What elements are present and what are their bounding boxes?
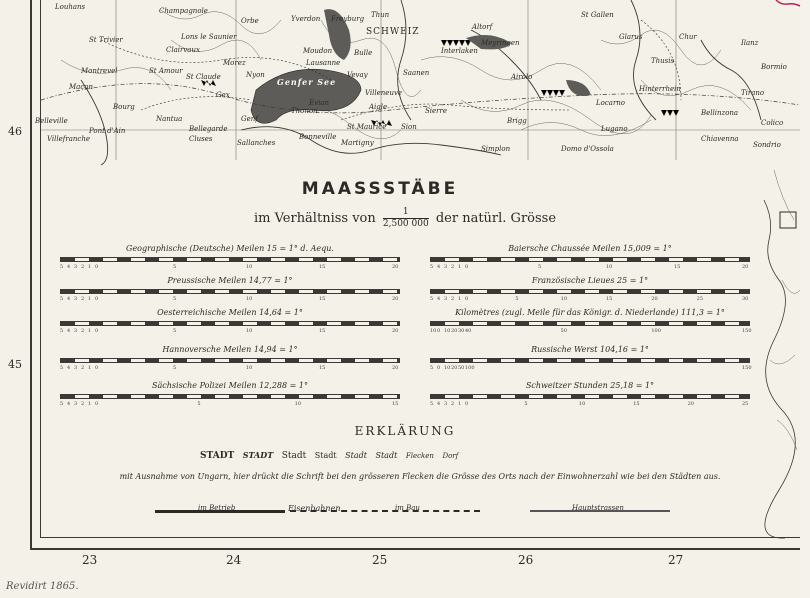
- place-label: Bellegarde: [189, 125, 228, 133]
- place-label: Bormio: [761, 63, 787, 71]
- main-road-sample: [530, 510, 670, 512]
- scale-tick-label: 5: [524, 401, 528, 407]
- place-label: Sallanches: [237, 139, 276, 147]
- scale-bar: [60, 381, 400, 411]
- scale-tick-label: 4: [437, 401, 441, 407]
- scale-tick-label: 10: [560, 296, 568, 302]
- scale-tick-label: 50: [560, 328, 568, 334]
- scale-tick-label: 0: [465, 401, 469, 407]
- scale-bar-label: Oesterreichische Meilen 14,64 = 1°: [157, 308, 303, 317]
- scale-tick-label: 30: [742, 296, 749, 302]
- scale-bar-label: Schweitzer Stunden 25,18 = 1°: [525, 381, 655, 390]
- legend-heading: ERKLÄRUNG: [354, 424, 456, 438]
- scale-tick-label: 3: [74, 328, 78, 334]
- scale-bar-graphic: [60, 321, 400, 326]
- scale-tick-label: 10: [606, 264, 613, 270]
- longitude-label: 26: [518, 553, 534, 567]
- place-label: Bulle: [354, 49, 373, 57]
- scale-tick-label: 1: [88, 401, 92, 407]
- scale-tick-label: 3: [444, 264, 448, 270]
- rail-in-operation-label: im Betrieb: [198, 504, 236, 512]
- place-label: Simplon: [481, 145, 511, 153]
- scale-bar-graphic: [430, 257, 750, 262]
- place-label: Gex: [216, 91, 230, 99]
- scale-tick-label: 2: [81, 296, 85, 302]
- legend-item: Stadt: [345, 451, 367, 460]
- place-label: Vevay: [347, 71, 368, 79]
- place-label: Sierre: [425, 107, 448, 115]
- scale-tick-label: 20: [392, 296, 399, 302]
- place-label: Montrevel: [81, 67, 118, 75]
- place-label: Locarno: [596, 99, 626, 107]
- fraction-numerator: 1: [383, 208, 429, 219]
- place-label: Clairvaux: [166, 46, 200, 54]
- scale-tick-label: 150: [742, 328, 752, 334]
- scale-tick-label: 10: [430, 328, 437, 334]
- legend-item: Dorf: [442, 452, 459, 460]
- scale-tick-label: 0: [437, 365, 441, 371]
- place-label: Morez: [223, 59, 246, 67]
- place-label: Macon: [69, 83, 93, 91]
- scale-tick-label: 0: [95, 401, 99, 407]
- scale-tick-label: 15: [319, 296, 326, 302]
- scale-tick-label: 5: [430, 365, 434, 371]
- scale-tick-label: 20: [392, 264, 399, 270]
- subtitle-pre: im Verhältniss von: [253, 211, 376, 226]
- scales-title: MAASSSTÄBE: [301, 179, 459, 199]
- scale-tick-label: 10: [246, 328, 253, 334]
- scale-tick-label: 15: [319, 328, 326, 334]
- place-label: Meyringen: [481, 39, 520, 47]
- place-label: Villeneuve: [365, 89, 403, 97]
- place-label: Pont d'Ain: [89, 127, 126, 135]
- scale-bar-label: Preussische Meilen 14,77 = 1°: [167, 276, 293, 285]
- scale-tick-label: 2: [451, 401, 455, 407]
- scale-tick-label: 5: [173, 264, 177, 270]
- place-label: Orbe: [241, 17, 259, 25]
- scale-tick-label: 10: [246, 264, 253, 270]
- scale-tick-label: 1: [458, 401, 462, 407]
- legend-item: STADT: [242, 450, 274, 460]
- place-label: Thonon: [291, 107, 318, 115]
- scale-tick-label: 15: [392, 401, 399, 407]
- place-label: Saanen: [403, 69, 430, 77]
- topographic-map: [35, 0, 800, 160]
- legend-row: [200, 450, 630, 461]
- scale-tick-label: 20: [451, 365, 458, 371]
- scale-tick-label: 0: [465, 264, 469, 270]
- scale-tick-label: 20: [687, 401, 694, 407]
- place-label: Tirano: [741, 89, 765, 97]
- scale-tick-label: 0: [95, 365, 99, 371]
- scale-tick-label: 2: [81, 365, 85, 371]
- scale-tick-label: 20: [392, 328, 399, 334]
- scale-tick-label: 4: [67, 328, 71, 334]
- scale-tick-label: 20: [651, 296, 658, 302]
- place-label: Villefranche: [47, 135, 90, 143]
- place-label: Lugano: [601, 125, 628, 133]
- scale-tick-label: 20: [451, 328, 458, 334]
- scale-tick-label: 2: [81, 264, 85, 270]
- fraction-denominator: 2,500 000: [382, 219, 429, 229]
- scale-tick-label: 5: [538, 264, 542, 270]
- place-label: St Amour: [149, 67, 183, 75]
- scale-tick-label: 5: [430, 264, 434, 270]
- longitude-label: 24: [226, 553, 242, 567]
- place-label: Thun: [371, 11, 390, 19]
- rail-building-label: im Bau: [395, 504, 420, 512]
- place-label: St Trivier: [89, 36, 123, 44]
- place-label: Evian: [309, 99, 329, 107]
- scale-tick-label: 40: [465, 328, 472, 334]
- scale-fraction: [383, 208, 429, 229]
- lake-label: Genfer See: [277, 77, 337, 87]
- place-label: St Gallen: [581, 11, 614, 19]
- latitude-label: 46: [8, 125, 22, 138]
- scale-bar-graphic: [60, 358, 400, 363]
- main-roads-label: Hauptstrassen: [572, 504, 624, 512]
- scale-bar-graphic: [430, 321, 750, 326]
- place-label: Cluses: [189, 135, 213, 143]
- scale-tick-label: 5: [173, 328, 177, 334]
- scale-bar-label: Geographische (Deutsche) Meilen 15 = 1° d. Aequ.: [126, 244, 334, 253]
- scale-tick-label: 2: [451, 264, 455, 270]
- scale-bar-graphic: [430, 289, 750, 294]
- scale-tick-label: 10: [578, 401, 586, 407]
- scale-tick-label: 20: [742, 264, 749, 270]
- scale-tick-label: 3: [444, 296, 448, 302]
- longitude-label: 23: [82, 553, 98, 567]
- railways-label: Eisenbahnen: [288, 504, 341, 513]
- scale-tick-label: 0: [437, 328, 441, 334]
- map-relief: [41, 0, 800, 160]
- scale-bar: [430, 244, 750, 274]
- scale-tick-label: 150: [742, 365, 752, 371]
- place-label: Brigg: [507, 117, 527, 125]
- scale-bar: [60, 308, 400, 338]
- scale-tick-label: 5: [430, 296, 434, 302]
- scale-bar-label: Sächsische Polizei Meilen 12,288 = 1°: [152, 381, 308, 390]
- scale-bar-label: Kilomètres (zugl. Meile für das Königr. d. Niederlande) 111,3 = 1°: [455, 308, 725, 317]
- scale-tick-label: 10: [294, 401, 302, 407]
- scale-tick-label: 1: [458, 296, 462, 302]
- scale-bar: [60, 244, 400, 274]
- scale-tick-label: 0: [95, 264, 99, 270]
- place-label: Freyburg: [331, 15, 365, 23]
- scale-tick-label: 5: [60, 365, 64, 371]
- place-label: Nantua: [156, 115, 183, 123]
- scale-tick-label: 3: [444, 401, 448, 407]
- place-label: Bellinzona: [701, 109, 739, 117]
- scale-bar: [430, 345, 750, 375]
- scale-tick-label: 5: [173, 365, 177, 371]
- scale-tick-label: 50: [458, 365, 465, 371]
- place-label: Chiavenna: [701, 135, 739, 143]
- legend-note: mit Ausnahme von Ungarn, hier drückt die Schrift bei den grösseren Flecken die Grösse des Orts nach der Einwohnerzahl wie bei den Städten aus.: [119, 472, 721, 481]
- legend-item: Stadt: [314, 451, 337, 460]
- scale-tick-label: 5: [60, 296, 64, 302]
- scale-tick-label: 2: [451, 296, 455, 302]
- scale-tick-label: 15: [319, 365, 326, 371]
- scale-tick-label: 1: [88, 264, 92, 270]
- place-label: Airolo: [511, 73, 533, 81]
- scale-tick-label: 10: [246, 365, 253, 371]
- place-label: Sion: [401, 123, 417, 131]
- scale-bar: [430, 381, 750, 411]
- place-label: Aigle: [369, 103, 388, 111]
- scale-tick-label: 2: [81, 328, 85, 334]
- scale-tick-label: 3: [74, 365, 78, 371]
- scale-tick-label: 15: [319, 264, 326, 270]
- scale-tick-label: 3: [74, 401, 78, 407]
- scale-bar-graphic: [430, 358, 750, 363]
- legend-item: Flecken: [405, 452, 434, 460]
- scale-bar-graphic: [60, 394, 400, 399]
- scale-tick-label: 5: [60, 401, 64, 407]
- legend-item: STADT: [200, 451, 235, 461]
- place-label: Glarus: [619, 33, 643, 41]
- railway-building-sample: [290, 510, 480, 512]
- scale-bar-label: Französische Lieues 25 = 1°: [531, 276, 649, 285]
- scale-tick-label: 4: [67, 264, 71, 270]
- scale-bar: [60, 345, 400, 375]
- scale-tick-label: 10: [444, 365, 451, 371]
- scale-tick-label: 2: [81, 401, 85, 407]
- scale-tick-label: 4: [67, 296, 71, 302]
- scale-tick-label: 30: [458, 328, 465, 334]
- place-label: Altorf: [472, 23, 493, 31]
- subtitle-post: der natürl. Grösse: [435, 211, 557, 226]
- place-label: Nyon: [246, 71, 265, 79]
- scale-bar: [60, 276, 400, 306]
- scale-tick-label: 10: [246, 296, 253, 302]
- scale-tick-label: 1: [458, 264, 462, 270]
- legend-item: Stadt: [375, 451, 398, 460]
- revision-note: Revidirt 1865.: [6, 581, 79, 592]
- legend-item: Stadt: [281, 451, 307, 461]
- scale-tick-label: 5: [173, 296, 177, 302]
- scale-bar: [430, 308, 750, 338]
- place-label: St Claude: [186, 73, 221, 81]
- scale-tick-label: 20: [392, 365, 399, 371]
- scale-tick-label: 100: [465, 365, 475, 371]
- place-label: Lausanne: [306, 59, 341, 67]
- place-label: Genf: [241, 115, 258, 123]
- scale-bar-graphic: [430, 394, 750, 399]
- scale-bar-label: Baiersche Chaussée Meilen 15,009 = 1°: [508, 244, 672, 253]
- place-label: Chur: [679, 33, 697, 41]
- place-label: Moudon: [303, 47, 333, 55]
- scale-tick-label: 25: [742, 401, 749, 407]
- place-label: Yverdon: [291, 15, 321, 23]
- scale-bar-label: Hannoversche Meilen 14,94 = 1°: [162, 345, 298, 354]
- place-label: Hinterrhein: [639, 85, 681, 93]
- scale-bar-graphic: [60, 289, 400, 294]
- scale-tick-label: 0: [465, 296, 469, 302]
- place-label: Bonneville: [299, 133, 337, 141]
- longitude-label: 25: [372, 553, 388, 567]
- scale-tick-label: 5: [60, 264, 64, 270]
- scale-tick-label: 15: [606, 296, 613, 302]
- place-label: Sondrio: [753, 141, 781, 149]
- place-label: Interlaken: [441, 47, 478, 55]
- railway-operating-sample: [155, 510, 285, 513]
- place-label: Ilanz: [741, 39, 759, 47]
- scale-bar-label: Russische Werst 104,16 = 1°: [531, 345, 649, 354]
- place-label: Champagnole: [159, 7, 208, 15]
- scale-bar: [430, 276, 750, 306]
- scale-tick-label: 25: [696, 296, 704, 302]
- scale-tick-label: 5: [430, 401, 434, 407]
- scale-tick-label: 5: [60, 328, 64, 334]
- place-label: Lons le Saunier: [181, 33, 237, 41]
- scale-tick-label: 5: [197, 401, 201, 407]
- scale-tick-label: 100: [651, 328, 661, 334]
- scale-tick-label: 1: [88, 328, 92, 334]
- place-label: Martigny: [341, 139, 374, 147]
- scale-tick-label: 3: [74, 296, 78, 302]
- scale-tick-label: 1: [88, 365, 92, 371]
- scale-tick-label: 4: [67, 365, 71, 371]
- place-label: Colico: [761, 119, 784, 127]
- scale-tick-label: 1: [88, 296, 92, 302]
- scale-tick-label: 4: [67, 401, 71, 407]
- place-label: Bourg: [113, 103, 135, 111]
- place-label: Domo d'Ossola: [561, 145, 614, 153]
- scale-tick-label: 5: [515, 296, 519, 302]
- scale-tick-label: 15: [674, 264, 681, 270]
- latitude-label: 45: [8, 358, 22, 371]
- place-label: Belleville: [35, 117, 68, 125]
- scale-tick-label: 15: [633, 401, 640, 407]
- scale-bar-graphic: [60, 257, 400, 262]
- scale-tick-label: 4: [437, 264, 441, 270]
- region-label: SCHWEIZ: [366, 27, 420, 37]
- scales-subtitle: [0, 208, 810, 229]
- place-label: St Maurice: [347, 123, 387, 131]
- scale-tick-label: 3: [74, 264, 78, 270]
- longitude-label: 27: [668, 553, 684, 567]
- place-label: Thusis: [651, 57, 675, 65]
- scale-tick-label: 10: [444, 328, 451, 334]
- place-label: Louhans: [55, 3, 86, 11]
- scale-tick-label: 0: [95, 296, 99, 302]
- scale-tick-label: 4: [437, 296, 441, 302]
- scale-tick-label: 0: [95, 328, 99, 334]
